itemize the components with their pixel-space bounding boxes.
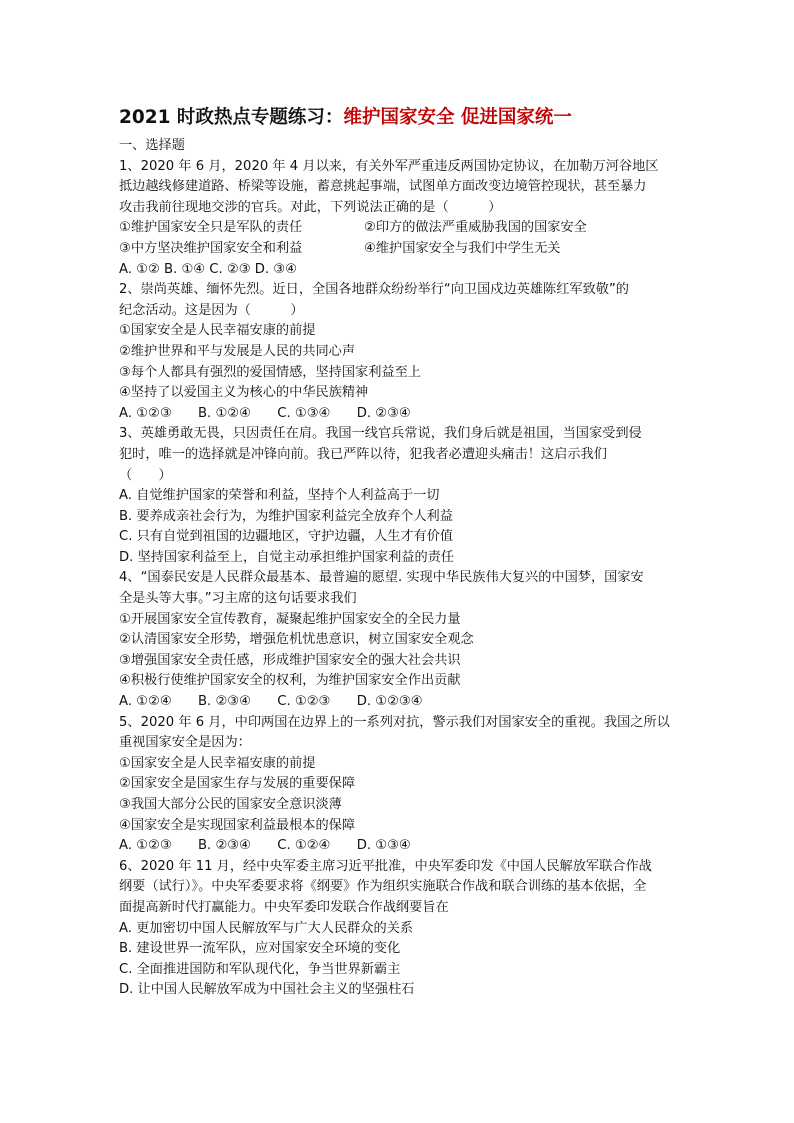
option-statement: ③增强国家安全责任感，形成维护国家安全的强大社会共识 [119, 652, 461, 668]
option-statement: ①维护国家安全只是军队的责任 [119, 220, 303, 236]
question-text-line: 全是头等大事。”习主席的这句话要求我们 [119, 591, 357, 607]
question-text-line: 犯时，唯一的选择就是冲锋向前。我已严阵以待，犯我者必遭迎头痛击！这启示我们 [119, 446, 607, 462]
option-row [119, 239, 679, 260]
question-text-line: 重视国家安全是因为： [119, 735, 251, 751]
page-title [119, 104, 719, 132]
answer-option: A. 自觉维护国家的荣誉和利益，坚持个人利益高于一切 [119, 488, 440, 504]
option-statement: ②国家安全是国家生存与发展的重要保障 [119, 776, 356, 792]
question-2 [119, 280, 679, 424]
option-statement: ②认清国家安全形势，增强危机忧患意识，树立国家安全观念 [119, 632, 474, 648]
question-text-line: 2、崇尚英雄、缅怀先烈。近日，全国各地群众纷纷举行“向卫国戍边英雄陈红军致敬”的 [119, 282, 629, 298]
option-statement: ②印方的做法严重威胁我国的国家安全 [364, 220, 587, 236]
answer-choices: A. ①②③ B. ①②④ C. ①③④ D. ②③④ [119, 405, 411, 421]
option-statement: ①国家安全是人民幸福安康的前提 [119, 755, 316, 771]
question-1 [119, 157, 679, 281]
option-statement: ④维护国家安全与我们中学生无关 [364, 240, 561, 256]
option-statement: ④坚持了以爱国主义为核心的中华民族精神 [119, 385, 369, 401]
question-text-line: （ ） [119, 467, 172, 483]
question-text-line: 6、2020 年 11 月，经中央军委主席习近平批准，中央军委印发《中国人民解放军联合作战 [119, 858, 652, 874]
question-text-line: 纪念活动。这是因为（ ） [119, 302, 304, 318]
question-text-line: 抵边越线修建道路、桥梁等设施，蓄意挑起事端，试图单方面改变边境管控现状，甚至暴力 [119, 179, 647, 195]
option-row [119, 218, 679, 239]
answer-option: D. 让中国人民解放军成为中国社会主义的坚强柱石 [119, 982, 415, 998]
question-text-line: 3、英雄勇敢无畏，只因责任在肩。我国一线官兵常说，我们身后就是祖国，当国家受到侵 [119, 426, 642, 442]
question-text-line: 攻击我前往现地交涉的官兵。对此，下列说法正确的是（ ） [119, 199, 502, 215]
question-6 [119, 857, 679, 1001]
answer-choices: A. ①② B. ①④ C. ②③ D. ③④ [119, 261, 297, 277]
title-prefix: 2021 时政热点专题练习： [119, 107, 344, 128]
question-list [119, 136, 679, 1001]
section-heading: 一、选择题 [119, 138, 185, 153]
option-statement: ③我国大部分公民的国家安全意识淡薄 [119, 797, 342, 812]
option-statement: ①开展国家安全宣传教育，凝聚起维护国家安全的全民力量 [119, 611, 461, 627]
answer-option: B. 要养成亲社会行为，为维护国家利益完全放弃个人利益 [119, 508, 453, 524]
title-highlight: 维护国家安全 促进国家统一 [343, 107, 572, 128]
question-text-line: 纲要（试行）》。中央军委要求将《纲要》作为组织实施联合作战和联合训练的基本依据，全 [119, 879, 647, 895]
answer-option: C. 全面推进国防和军队现代化，争当世界新霸主 [119, 961, 401, 977]
answer-choices: A. ①②③ B. ②③④ C. ①②④ D. ①③④ [119, 838, 411, 854]
answer-option: B. 建设世界一流军队，应对国家安全环境的变化 [119, 941, 401, 957]
option-statement: ③中方坚决维护国家安全和利益 [119, 240, 303, 256]
question-text-line: 4、“国泰民安是人民群众最基本、最普遍的愿望. 实现中华民族伟大复兴的中国梦，国家安 [119, 570, 644, 586]
question-text-line: 1、2020 年 6 月，2020 年 4 月以来，有关外军严重违反两国协定协议，在加勒万河谷地区 [119, 158, 659, 174]
answer-option: D. 坚持国家利益至上，自觉主动承担维护国家利益的责任 [119, 549, 455, 565]
option-statement: ①国家安全是人民幸福安康的前提 [119, 323, 316, 339]
option-statement: ④国家安全是实现国家利益最根本的保障 [119, 817, 356, 833]
question-text-line: 面提高新时代打赢能力。中央军委印发联合作战纲要旨在 [119, 899, 449, 915]
question-4 [119, 568, 679, 712]
question-text-line: 5、2020 年 6 月，中印两国在边界上的一系列对抗，警示我们对国家安全的重视。我国之所以 [119, 714, 670, 730]
answer-option: A. 更加密切中国人民解放军与广大人民群众的关系 [119, 920, 414, 936]
option-statement: ④积极行使维护国家安全的权利，为维护国家安全作出贡献 [119, 673, 461, 689]
answer-option: C. 只有自觉到祖国的边疆地区，守护边疆，人生才有价值 [119, 529, 454, 545]
option-statement: ②维护世界和平与发展是人民的共同心声 [119, 343, 356, 359]
answer-choices: A. ①②④ B. ②③④ C. ①②③ D. ①②③④ [119, 694, 423, 710]
question-5 [119, 713, 679, 857]
option-statement: ③每个人都具有强烈的爱国情感，坚持国家利益至上 [119, 364, 421, 380]
question-3 [119, 424, 679, 568]
